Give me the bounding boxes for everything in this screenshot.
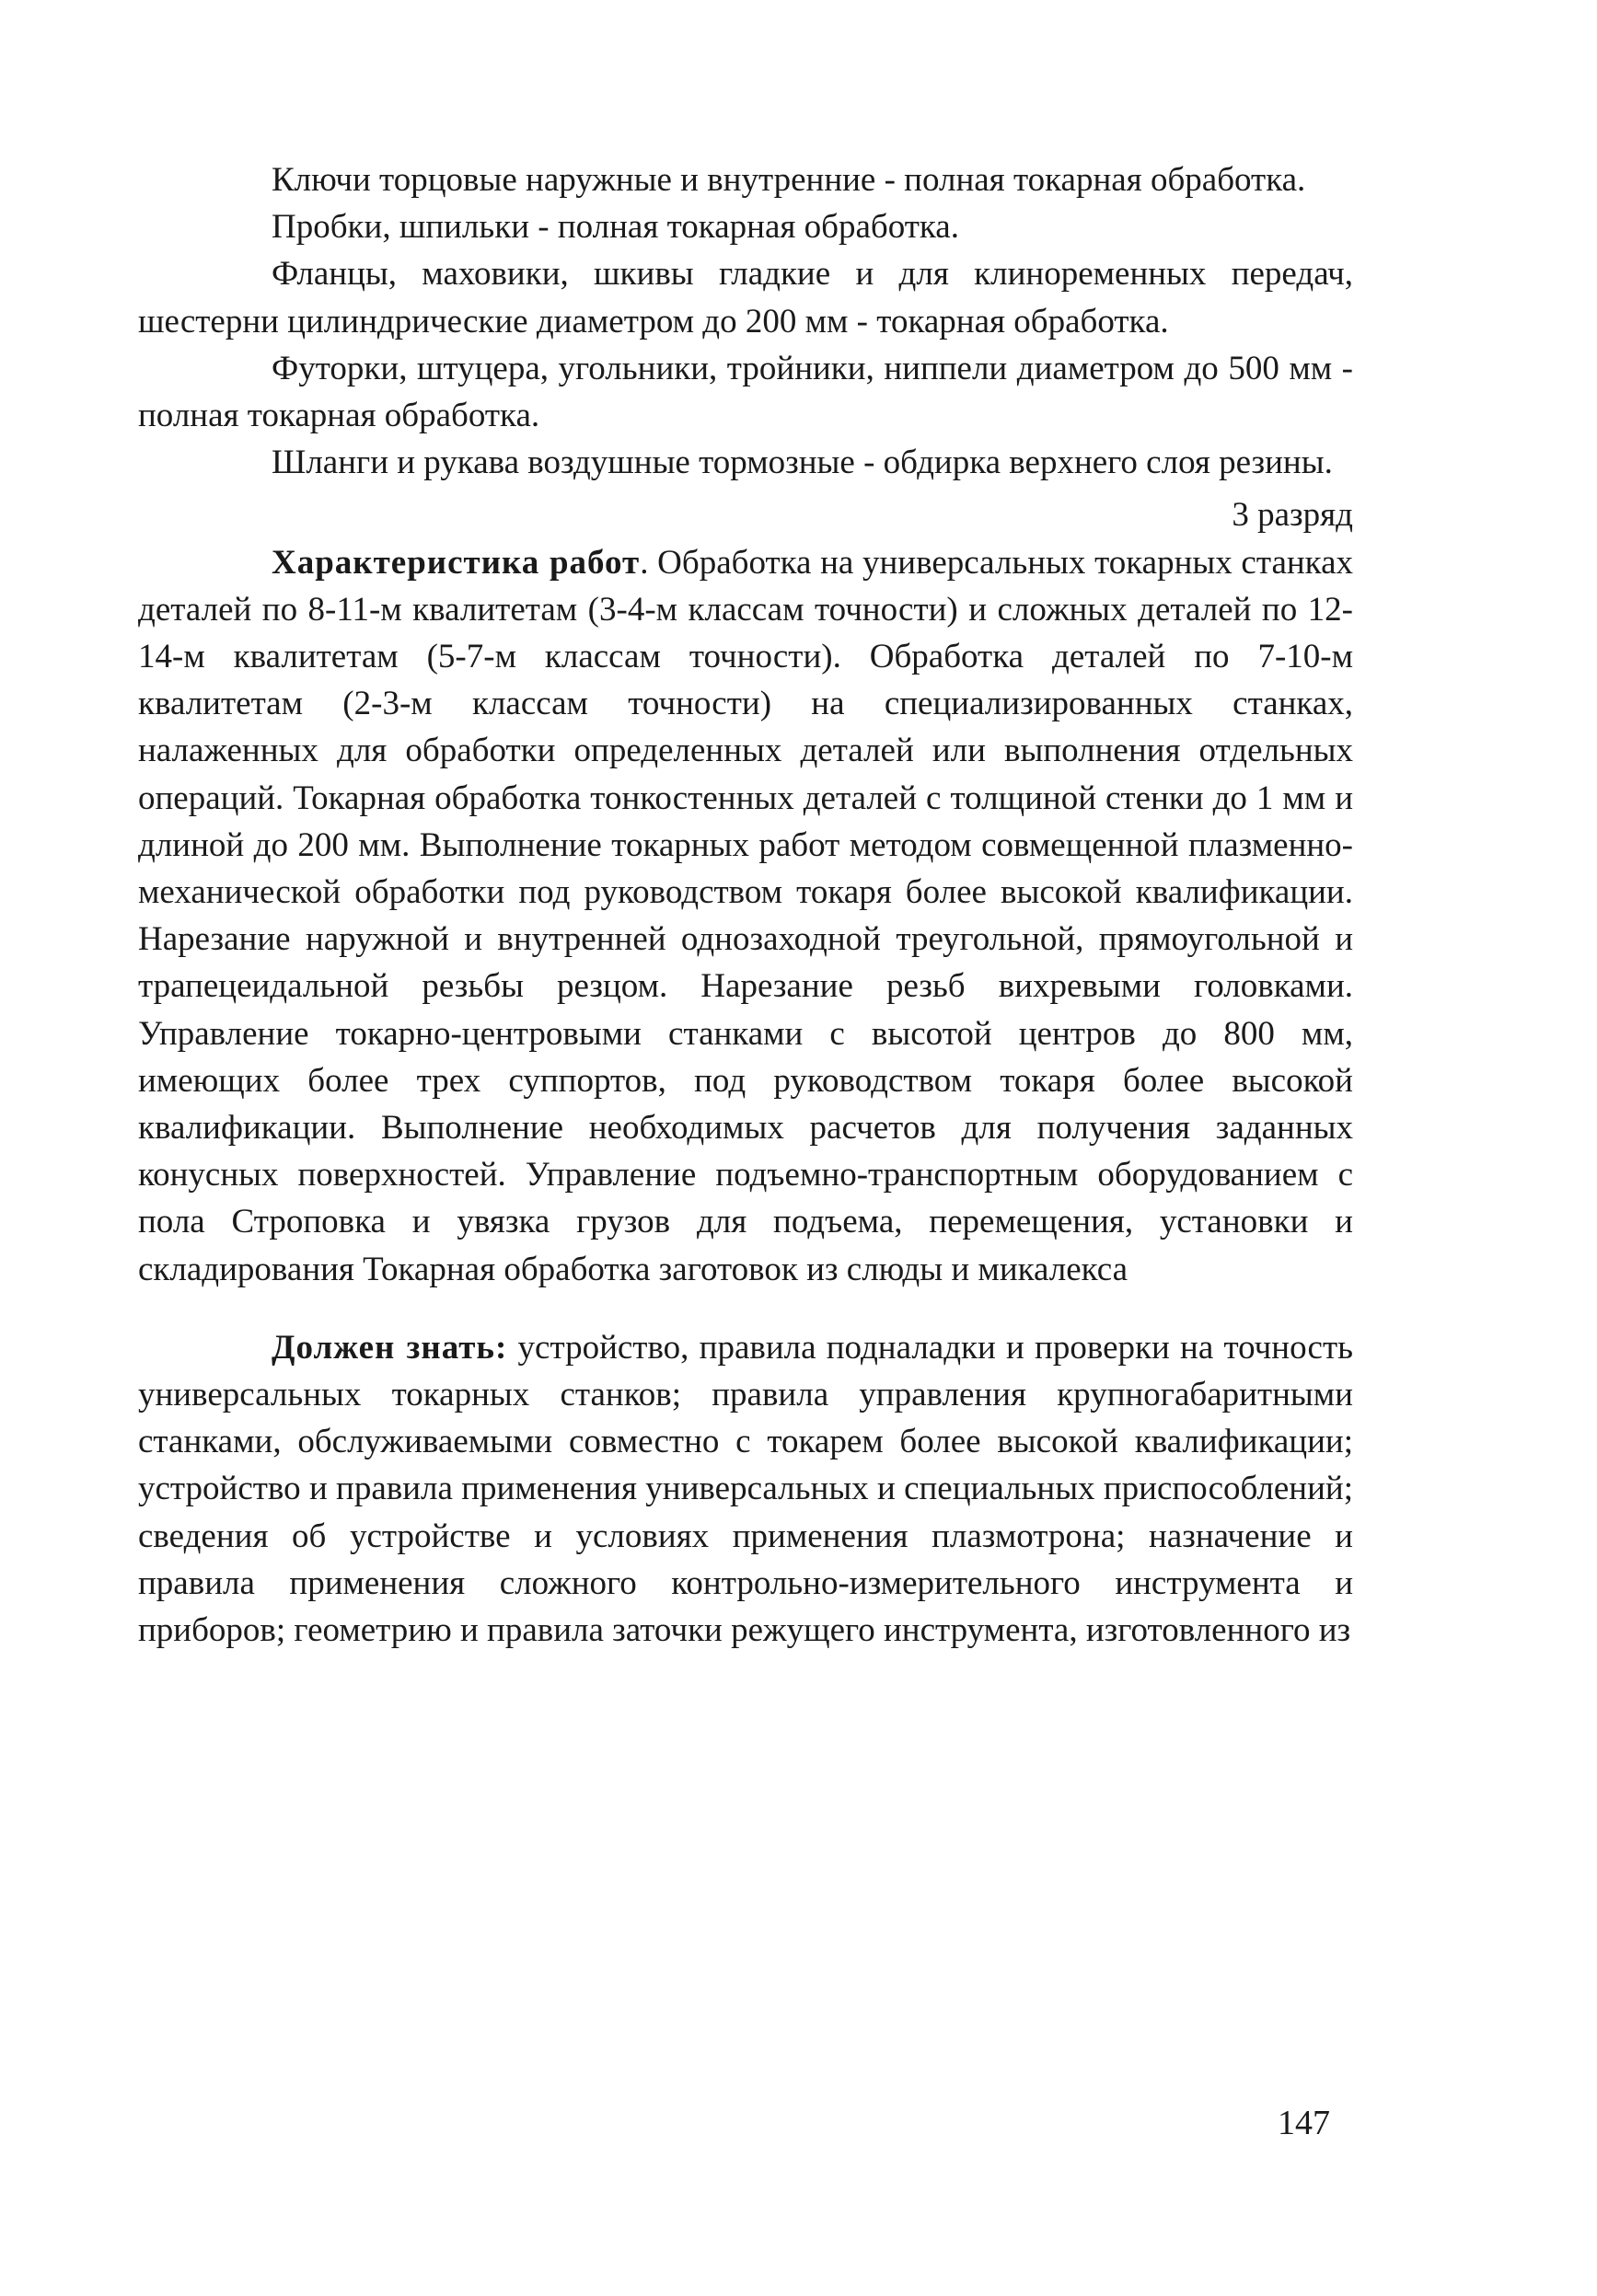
paragraph-flanges: Фланцы, маховики, шкивы гладкие и для клиноременных передач, шестерни цилиндрические диаметром до 200 мм - токарная обработка. [138,255,1353,340]
paragraph-fittings: Футорки, штуцера, угольники, тройники, ниппели диаметром до 500 мм - полная токарная обработка. [138,349,1353,435]
document-page [138,156,1353,1654]
must-know-paragraph [138,1324,1353,1654]
paragraph-hoses: Шланги и рукава воздушные тормозные - обдирка верхнего слоя резины. [272,444,1333,482]
characteristics-text: . Обработка на универсальных токарных станках деталей по 8-11-м квалитетам (3-4-м классам точности) и сложных деталей по 12-14-м квалитетам (5-7-м классам точности). Обработка деталей по 7-10-м квалитетам (2-3-м классам точности) на специализированных станках, налаженных для обработки определенных деталей или выполнения отдельных операций. Токарная обработка тонкостенных деталей с толщиной стенки до 1 мм и длиной до 200 мм. Выполнение токарных работ методом совмещенной плазменно-механической обработки под руководством токаря более высокой квалификации. Нарезание наружной и внутренней однозаходной треугольной, прямоугольной и трапецеидальной резьбы резцом. Нарезание резьб вихревыми головками. Управление токарно-центровыми станками с высотой центров до 800 мм, имеющих более трех суппортов, под руководством токаря более высокой квалификации. Выполнение необходимых расчетов для получения заданных конусных поверхностей. Управление подъемно-транспортным оборудованием с пола Строповка и увязка грузов для подъема, перемещения, установки и складирования Токарная обработка заготовок из слюды и микалекса [138,543,1354,1288]
grade-heading: 3 разряд [1232,496,1353,535]
must-know-label: Должен знать: [272,1328,508,1367]
characteristics-label: Характеристика работ [272,543,641,582]
paragraph-keys: Ключи торцовые наружные и внутренние - полная токарная обработка. [272,161,1306,199]
page-number: 147 [1278,2104,1330,2142]
must-know-text: устройство, правила подналадки и проверки на точность универсальных токарных станков; правила управления крупногабаритными станками, обслуживаемыми совместно с токарем более высокой квалификации; устройство и правила применения универсальных и специальных приспособлений; сведения об устройстве и условиях применения плазмотрона; назначение и правила применения сложного контрольно-измерительного инструмента и приборов; геометрию и правила заточки режущего инструмента, изготовленного из [138,1328,1353,1650]
characteristics-paragraph [138,539,1353,1293]
paragraph-plugs: Пробки, шпильки - полная токарная обработка. [272,208,959,247]
